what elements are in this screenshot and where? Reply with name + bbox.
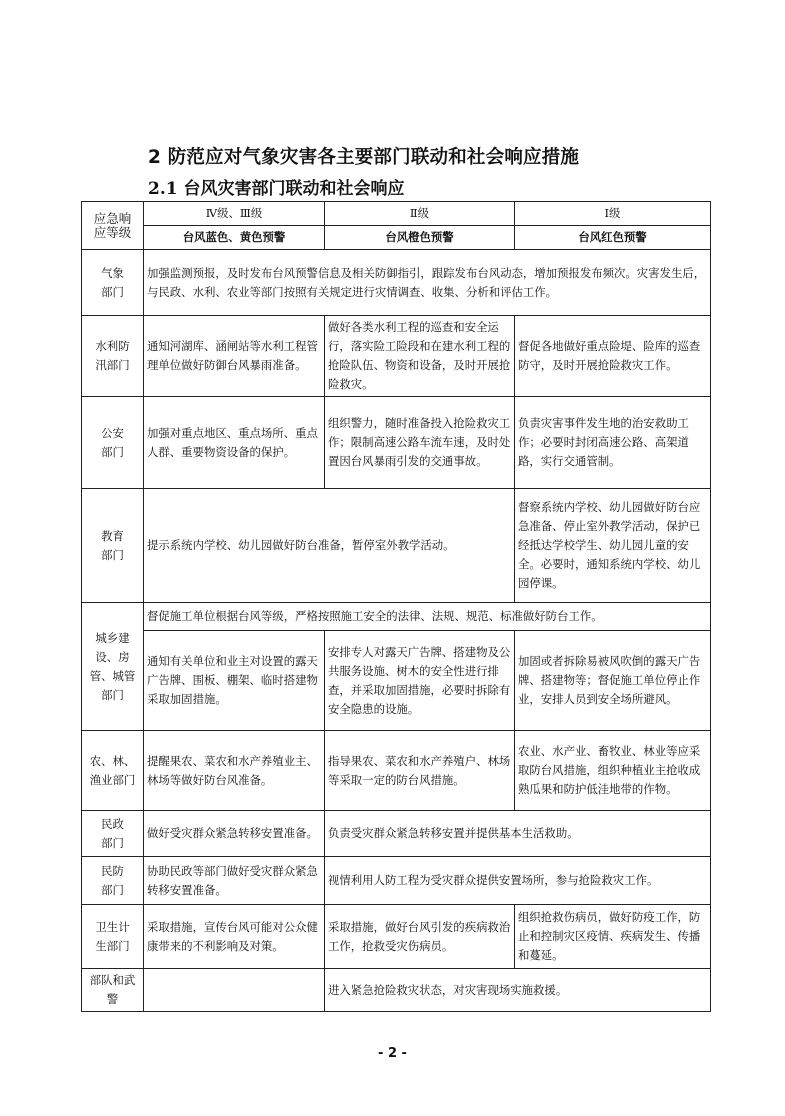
department-cell: 部队和武警 <box>82 969 144 1012</box>
measure-cell: 督促各地做好重点险堤、险库的巡查防守，及时开展抢险救灾工作。 <box>515 316 711 397</box>
section-heading: 2 防范应对气象灾害各主要部门联动和社会响应措施 <box>148 147 580 168</box>
measure-cell: 协助民政等部门做好受灾群众紧急转移安置准备。 <box>144 857 325 905</box>
department-cell: 水利防汛部门 <box>82 316 144 397</box>
response-measures-table <box>81 201 711 1012</box>
level-header-cell: Ⅳ级、Ⅲ级 <box>144 202 325 226</box>
measure-cell: 负责灾害事件发生地的治安救助工作；必要时封闭高速公路、高架道路，实行交通管制。 <box>515 397 711 489</box>
measure-cell: 安排专人对露天广告牌、搭建物及公共服务设施、树木的安全性进行排查，并采取加固措施，必要时拆除有安全隐患的设施。 <box>325 631 515 731</box>
measure-cell: 提示系统内学校、幼儿园做好防台准备，暂停室外教学活动。 <box>144 489 515 603</box>
measure-cell: 农业、水产业、畜牧业、林业等应采取防台风措施，组织种植业主抢收成熟瓜果和防护低洼地带的作物。 <box>515 731 711 811</box>
table-row <box>82 857 711 905</box>
department-cell: 城乡建设、房管、城管部门 <box>82 603 144 731</box>
corner-header-cell: 应急响应等级 <box>82 202 144 250</box>
measure-cell <box>144 969 325 1012</box>
warning-header-cell: 台风蓝色、黄色预警 <box>144 226 325 250</box>
measure-cell: 加强监测预报，及时发布台风预警信息及相关防御指引，跟踪发布台风动态，增加预报发布频次。灾害发生后，与民政、水利、农业等部门按照有关规定进行灾情调查、收集、分析和评估工作。 <box>144 250 711 316</box>
measure-cell: 组织警力，随时准备投入抢险救灾工作；限制高速公路车流车速，及时处置因台风暴雨引发的交通事故。 <box>325 397 515 489</box>
table-row <box>82 905 711 969</box>
measure-cell: 指导果农、菜农和水产养殖户、林场等采取一定的防台风措施。 <box>325 731 515 811</box>
table-row <box>82 603 711 631</box>
department-cell: 卫生计生部门 <box>82 905 144 969</box>
measure-cell: 视情利用人防工程为受灾群众提供安置场所，参与抢险救灾工作。 <box>325 857 711 905</box>
level-header-cell: Ⅰ级 <box>515 202 711 226</box>
table-row <box>82 811 711 857</box>
measure-cell: 加固或者拆除易被风吹倒的露天广告牌、搭建物等；督促施工单位停止作业，安排人员到安全场所避风。 <box>515 631 711 731</box>
measure-cell: 提醒果农、菜农和水产养殖业主、林场等做好防台风准备。 <box>144 731 325 811</box>
table-row <box>82 316 711 397</box>
measure-cell: 采取措施，做好台风引发的疾病救治工作，抢救受灾伤病员。 <box>325 905 515 969</box>
warning-header-cell: 台风红色预警 <box>515 226 711 250</box>
department-cell: 民政部门 <box>82 811 144 857</box>
measure-cell: 进入紧急抢险救灾状态，对灾害现场实施救援。 <box>325 969 711 1012</box>
department-cell: 气象部门 <box>82 250 144 316</box>
table-row <box>82 397 711 489</box>
department-cell: 民防部门 <box>82 857 144 905</box>
warning-header-cell: 台风橙色预警 <box>325 226 515 250</box>
measure-cell: 通知有关单位和业主对设置的露天广告牌、围板、棚架、临时搭建物采取加固措施。 <box>144 631 325 731</box>
table-row <box>82 969 711 1012</box>
table-row <box>82 250 711 316</box>
table-header-row-warnings <box>82 226 711 250</box>
department-cell: 教育部门 <box>82 489 144 603</box>
table-row <box>82 731 711 811</box>
table-row <box>82 489 711 603</box>
measure-cell: 加强对重点地区、重点场所、重点人群、重要物资设备的保护。 <box>144 397 325 489</box>
level-header-cell: Ⅱ级 <box>325 202 515 226</box>
measure-cell: 做好受灾群众紧急转移安置准备。 <box>144 811 325 857</box>
measure-cell: 做好各类水利工程的巡查和安全运行，落实险工险段和在建水利工程的抢险队伍、物资和设备，及时开展抢险救灾。 <box>325 316 515 397</box>
measure-cell: 督察系统内学校、幼儿园做好防台应急准备、停止室外教学活动，保护已经抵达学校学生、幼儿园儿童的安全。必要时，通知系统内学校、幼儿园停课。 <box>515 489 711 603</box>
measure-cell: 督促施工单位根据台风等级，严格按照施工安全的法律、法规、规范、标准做好防台工作。 <box>144 603 711 631</box>
subsection-heading: 2.1 台风灾害部门联动和社会响应 <box>148 179 405 199</box>
page-number: - 2 - <box>378 1046 407 1061</box>
table-header-row-levels <box>82 202 711 226</box>
table-row <box>82 631 711 731</box>
measure-cell: 采取措施，宣传台风可能对公众健康带来的不利影响及对策。 <box>144 905 325 969</box>
measure-cell: 组织抢救伤病员，做好防疫工作，防止和控制灾区疫情、疾病发生、传播和蔓延。 <box>515 905 711 969</box>
measure-cell: 负责受灾群众紧急转移安置并提供基本生活救助。 <box>325 811 711 857</box>
measure-cell: 通知河湖库、涵闸站等水利工程管理单位做好防御台风暴雨准备。 <box>144 316 325 397</box>
department-cell: 农、林、渔业部门 <box>82 731 144 811</box>
department-cell: 公安部门 <box>82 397 144 489</box>
